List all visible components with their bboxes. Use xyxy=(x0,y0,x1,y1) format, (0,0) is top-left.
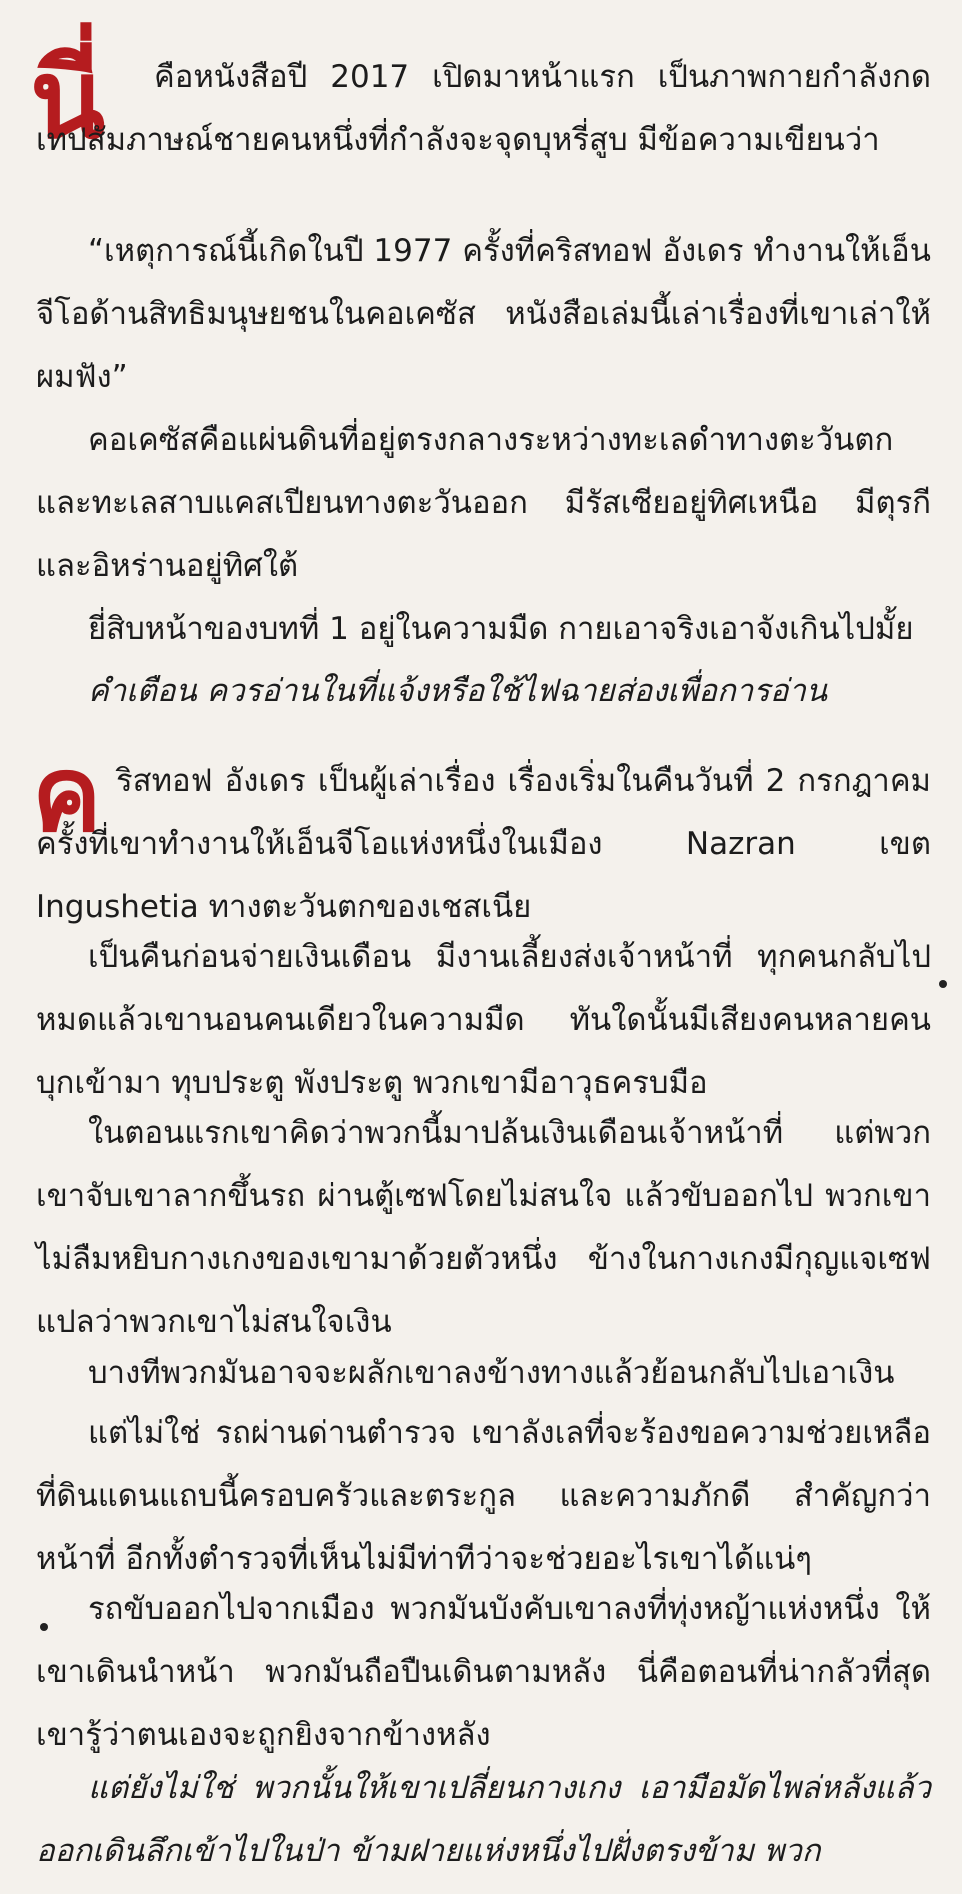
section1-paragraph-1: คือหนังสือปี 2017 เปิดมาหน้าแรก เป็นภาพกายกำลังกดเทปสัมภาษณ์ชายคนหนึ่งที่กำลังจะจุดบุหรี่สูบ มีข้อความเขียนว่า xyxy=(36,59,931,158)
section2-paragraph-4: บางทีพวกมันอาจจะผลักเขาลงข้างทางแล้วย้อนกลับไปเอาเงิน xyxy=(88,1355,895,1391)
ink-dot xyxy=(40,1623,48,1631)
section2-paragraph-5: แต่ไม่ใช่ รถผ่านด่านตำรวจ เขาลังเลที่จะร้องขอความช่วยเหลือที่ดินแดนแถบนี้ครอบครัวและตระกูล และความภักดี สำคัญกว่าหน้าที่ อีกทั้งตำรวจที่เห็นไม่มีท่าทีว่าจะช่วยอะไรเขาได้แน่ๆ xyxy=(36,1415,931,1577)
section1-paragraph-4: ยี่สิบหน้าของบทที่ 1 อยู่ในความมืด กายเอาจริงเอาจังเกินไปมั้ย xyxy=(88,611,914,647)
section1-warning: คำเตือน ควรอ่านในที่แจ้งหรือใช้ไฟฉายส่องเพื่อการอ่าน xyxy=(88,673,828,709)
section1-paragraph-3: คอเคซัสคือแผ่นดินที่อยู่ตรงกลางระหว่างทะเลดำทางตะวันตกและทะเลสาบแคสเปียนทางตะวันออก มีรัสเซียอยู่ทิศเหนือ มีตุรกีและอิหร่านอยู่ทิศใต้ xyxy=(36,422,931,584)
section1-paragraph-2: “เหตุการณ์นี้เกิดในปี 1977 ครั้งที่คริสทอฟ อังเดร ทำงานให้เอ็นจีโอด้านสิทธิมนุษยชนในคอเคซัส หนังสือเล่มนี้เล่าเรื่องที่เขาเล่าให้ผมฟัง” xyxy=(36,233,931,395)
section2-paragraph-3: ในตอนแรกเขาคิดว่าพวกนี้มาปล้นเงินเดือนเจ้าหน้าที่ แต่พวกเขาจับเขาลากขึ้นรถ ผ่านตู้เซฟโดยไม่สนใจ แล้วขับออกไป พวกเขาไม่ลืมหยิบกางเกงของเขามาด้วยตัวหนึ่ง ข้างในกางเกงมีกุญแจเซฟ แปลว่าพวกเขาไม่สนใจเงิน xyxy=(36,1115,931,1340)
section2-paragraph-1: ริสทอฟ อังเดร เป็นผู้เล่าเรื่อง เรื่องเริ่มในคืนวันที่ 2 กรกฎาคม ครั้งที่เขาทำงานให้เอ็นจีโอแห่งหนึ่งในเมือง Nazran เขต Ingushetia ทางตะวันตกของเชสเนีย xyxy=(36,763,931,925)
section2-dropcap: ค xyxy=(32,732,102,855)
section2-paragraph-2: เป็นคืนก่อนจ่ายเงินเดือน มีงานเลี้ยงส่งเจ้าหน้าที่ ทุกคนกลับไปหมดแล้วเขานอนคนเดียวในความมืด ทันใดนั้นมีเสียงคนหลายคนบุกเข้ามา ทุบประตู พังประตู พวกเขามีอาวุธครบมือ xyxy=(36,939,931,1101)
section2-paragraph-7: แต่ยังไม่ใช่ พวกนั้นให้เขาเปลี่ยนกางเกง เอามือมัดไพล่หลังแล้วออกเดินลึกเข้าไปในป่า ข้ามฝายแห่งหนึ่งไปฝั่งตรงข้าม พวก xyxy=(36,1770,931,1869)
ink-dot xyxy=(939,980,947,988)
section2-paragraph-6: รถขับออกไปจากเมือง พวกมันบังคับเขาลงที่ทุ่งหญ้าแห่งหนึ่ง ให้เขาเดินนำหน้า พวกมันถือปืนเดินตามหลัง นี่คือตอนที่น่ากลัวที่สุด เขารู้ว่าตนเองจะถูกยิงจากข้างหลัง xyxy=(36,1591,931,1753)
section1-dropcap: นี่ xyxy=(30,34,106,163)
